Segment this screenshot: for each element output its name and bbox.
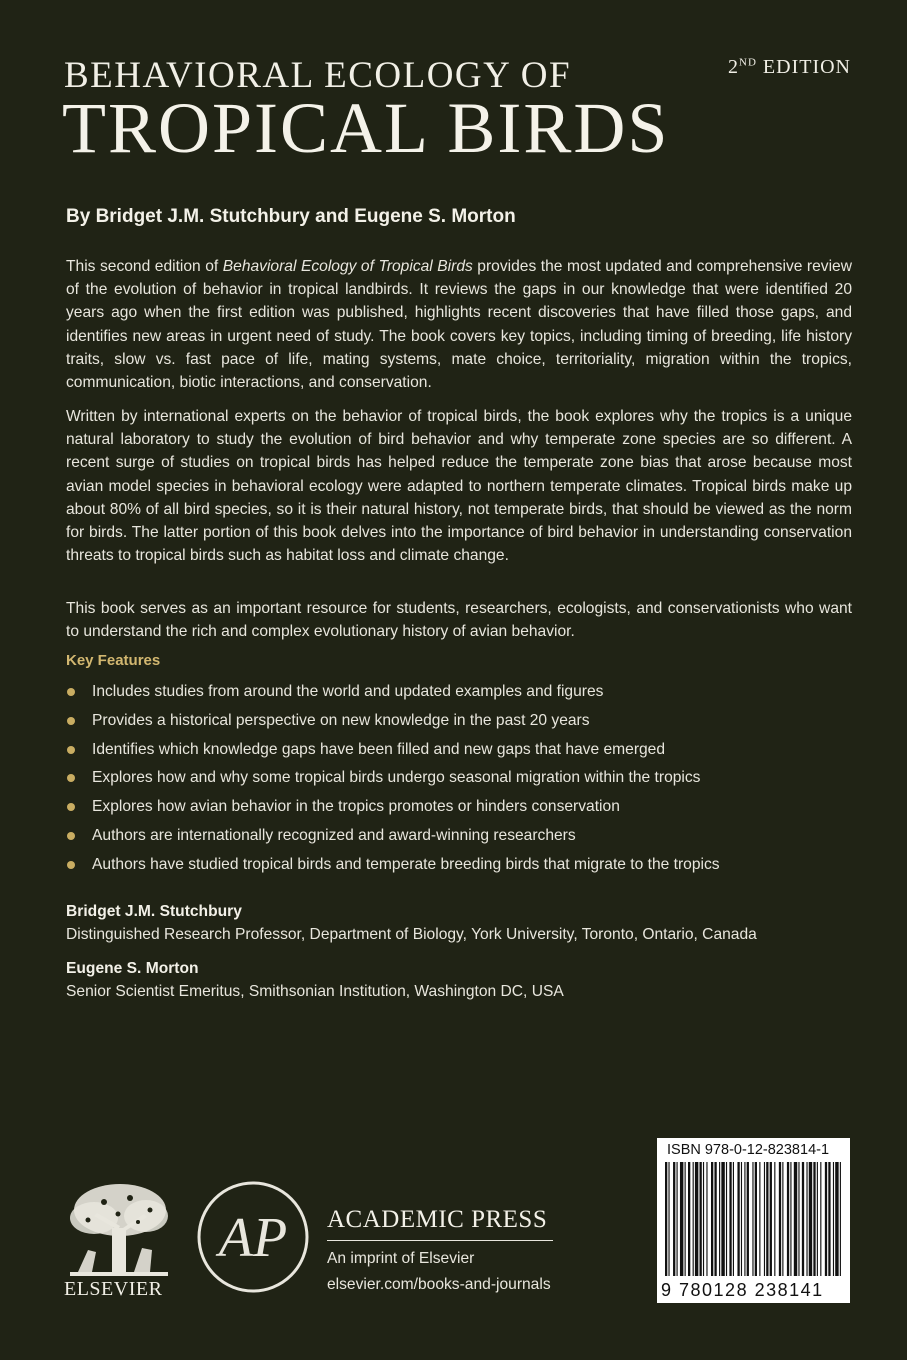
barcode-bar	[779, 1162, 781, 1276]
key-features-list	[66, 680, 856, 882]
barcode-bar	[719, 1162, 720, 1276]
barcode-bar	[813, 1162, 815, 1276]
barcode-bar	[806, 1162, 807, 1276]
feature-text: Identifies which knowledge gaps have been filled and new gaps that have emerged	[92, 740, 666, 758]
edition-suffix: ND	[739, 56, 757, 69]
barcode-bar	[700, 1162, 702, 1276]
barcode-bar	[726, 1162, 727, 1276]
feature-text: Explores how and why some tropical birds undergo seasonal migration within the tropics	[92, 769, 701, 787]
barcode-digits: 9 780128 238141	[661, 1280, 824, 1300]
barcode-bar	[677, 1162, 678, 1276]
barcode-bar	[695, 1162, 698, 1276]
barcode-bar	[733, 1162, 734, 1276]
barcode-bar	[820, 1162, 821, 1276]
key-features-heading: Key Features	[66, 652, 161, 669]
barcode-bar	[752, 1162, 753, 1276]
edition-word: EDITION	[756, 56, 851, 78]
feature-item	[66, 680, 856, 709]
barcode-bar	[825, 1162, 827, 1276]
barcode-bar	[790, 1162, 791, 1276]
book-title-italic: Behavioral Ecology of Tropical Birds	[222, 258, 473, 275]
bullet-dot-icon	[67, 861, 75, 869]
barcode-bar	[711, 1162, 713, 1276]
author-affiliation: Distinguished Research Professor, Department of Biology, York University, Toronto, Ontario, Canada	[66, 926, 757, 943]
p2-text: Written by international experts on the behavior of tropical birds, the book explores why the tropics is a unique natural laboratory to study the evolution of bird behavior and why temperate zone species are so different. A recent surge of studies on tropical birds has helped reduce the temperate zone bias that arose because most avian model species in behavioral ecology were adapted to northern temperate climates. Tropical birds make up about 80% of all bird species, so it is their natural history, not temperate birds, that should be viewed as the norm for birds. The latter portion of this book delves into the importance of bird behavior in understanding conservation threats to tropical birds such as habitat loss and climate change.	[66, 408, 852, 565]
bullet-dot-icon	[67, 717, 75, 725]
barcode-bar	[755, 1162, 757, 1276]
p1-text-before: This second edition of	[66, 258, 223, 275]
barcode-bar	[721, 1162, 724, 1276]
barcode-bar	[747, 1162, 749, 1276]
barcode-bar	[693, 1162, 694, 1276]
barcode-bar	[782, 1162, 783, 1276]
author-block-1	[66, 900, 757, 946]
bullet-dot-icon	[67, 832, 75, 840]
barcode-bar	[764, 1162, 765, 1276]
barcode-bar	[706, 1162, 707, 1276]
barcode-bar	[840, 1162, 841, 1276]
barcode-bar	[665, 1162, 667, 1276]
barcode-bar	[737, 1162, 739, 1276]
barcode-bar	[770, 1162, 772, 1276]
barcode-bar	[759, 1162, 760, 1276]
feature-item	[66, 795, 856, 824]
author-affiliation: Senior Scientist Emeritus, Smithsonian Institution, Washington DC, USA	[66, 983, 564, 1000]
description-paragraph-1	[66, 255, 852, 394]
barcode-bars-icon	[665, 1162, 842, 1276]
barcode-bar	[741, 1162, 742, 1276]
barcode-bar	[798, 1162, 799, 1276]
bullet-dot-icon	[67, 688, 75, 696]
feature-item	[66, 824, 856, 853]
feature-text: Includes studies from around the world and updated examples and figures	[92, 683, 604, 700]
barcode-bar	[766, 1162, 768, 1276]
title-line-2: TROPICAL BIRDS	[62, 88, 670, 168]
bullet-dot-icon	[67, 774, 75, 782]
author-name: Bridget J.M. Stutchbury	[66, 903, 242, 920]
barcode-bar	[744, 1162, 745, 1276]
author-name: Eugene S. Morton	[66, 960, 199, 977]
academic-press-ap-logo-icon	[196, 1180, 310, 1294]
feature-item	[66, 766, 856, 795]
edition-number: 2	[728, 56, 740, 78]
barcode-bar	[809, 1162, 812, 1276]
barcode-bar	[673, 1162, 675, 1276]
p1-text-after: provides the most updated and comprehensive review of the evolution of behavior in tropical landbirds. It reviews the gaps in our knowledge that were identified 20 years ago when the first edition was published, highlights recent discoveries that have filled those gaps, and identifies new areas in urgent need of study. The book covers key topics, including timing of breeding, life history traits, slow vs. fast pace of life, mating systems, mate choice, territoriality, migration within the tropics, communication, biotic interactions, and conservation.	[66, 258, 852, 392]
elsevier-wordmark: ELSEVIER	[64, 1278, 163, 1300]
barcode-bar	[685, 1162, 686, 1276]
byline: By Bridget J.M. Stutchbury and Eugene S. Morton	[66, 206, 516, 227]
author-block-2	[66, 957, 564, 1003]
isbn-number: ISBN 978-0-12-823814-1	[667, 1142, 830, 1158]
feature-text: Provides a historical perspective on new knowledge in the past 20 years	[92, 711, 590, 729]
ap-monogram-text: AP	[218, 1207, 288, 1269]
barcode-bar	[668, 1162, 669, 1276]
barcode-bar	[802, 1162, 804, 1276]
title-line-1: BEHAVIORAL ECOLOGY OF	[64, 55, 572, 96]
barcode-bar	[774, 1162, 775, 1276]
barcode-bar	[835, 1162, 838, 1276]
p3-text: This book serves as an important resource for students, researchers, ecologists, and conservationists who want to understand the rich and complex evolutionary history of avian behavior.	[66, 600, 852, 641]
bullet-dot-icon	[67, 746, 75, 754]
feature-text: Authors have studied tropical birds and temperate breeding birds that migrate to the tropics	[92, 855, 720, 873]
publisher-divider	[327, 1240, 553, 1241]
barcode-bar	[714, 1162, 716, 1276]
barcode-bar	[688, 1162, 690, 1276]
description-paragraph-3	[66, 597, 852, 643]
barcode-bar	[703, 1162, 704, 1276]
feature-item	[66, 709, 856, 738]
edition-label	[728, 56, 851, 79]
barcode-bar	[729, 1162, 731, 1276]
barcode-bar	[833, 1162, 834, 1276]
feature-text: Authors are internationally recognized and award-winning researchers	[92, 826, 576, 844]
barcode-bar	[817, 1162, 818, 1276]
feature-item	[66, 853, 856, 882]
bullet-dot-icon	[67, 803, 75, 811]
publisher-imprint: An imprint of Elsevier	[327, 1250, 475, 1267]
publisher-name: ACADEMIC PRESS	[327, 1206, 548, 1233]
barcode-bar	[787, 1162, 789, 1276]
isbn-barcode	[657, 1138, 850, 1303]
barcode-bar	[680, 1162, 683, 1276]
barcode-bar	[794, 1162, 797, 1276]
feature-item	[66, 738, 856, 767]
barcode-bar	[828, 1162, 830, 1276]
description-paragraph-2	[66, 405, 852, 567]
feature-text: Explores how avian behavior in the tropics promotes or hinders conservation	[92, 798, 620, 816]
publisher-url: elsevier.com/books-and-journals	[327, 1276, 551, 1293]
